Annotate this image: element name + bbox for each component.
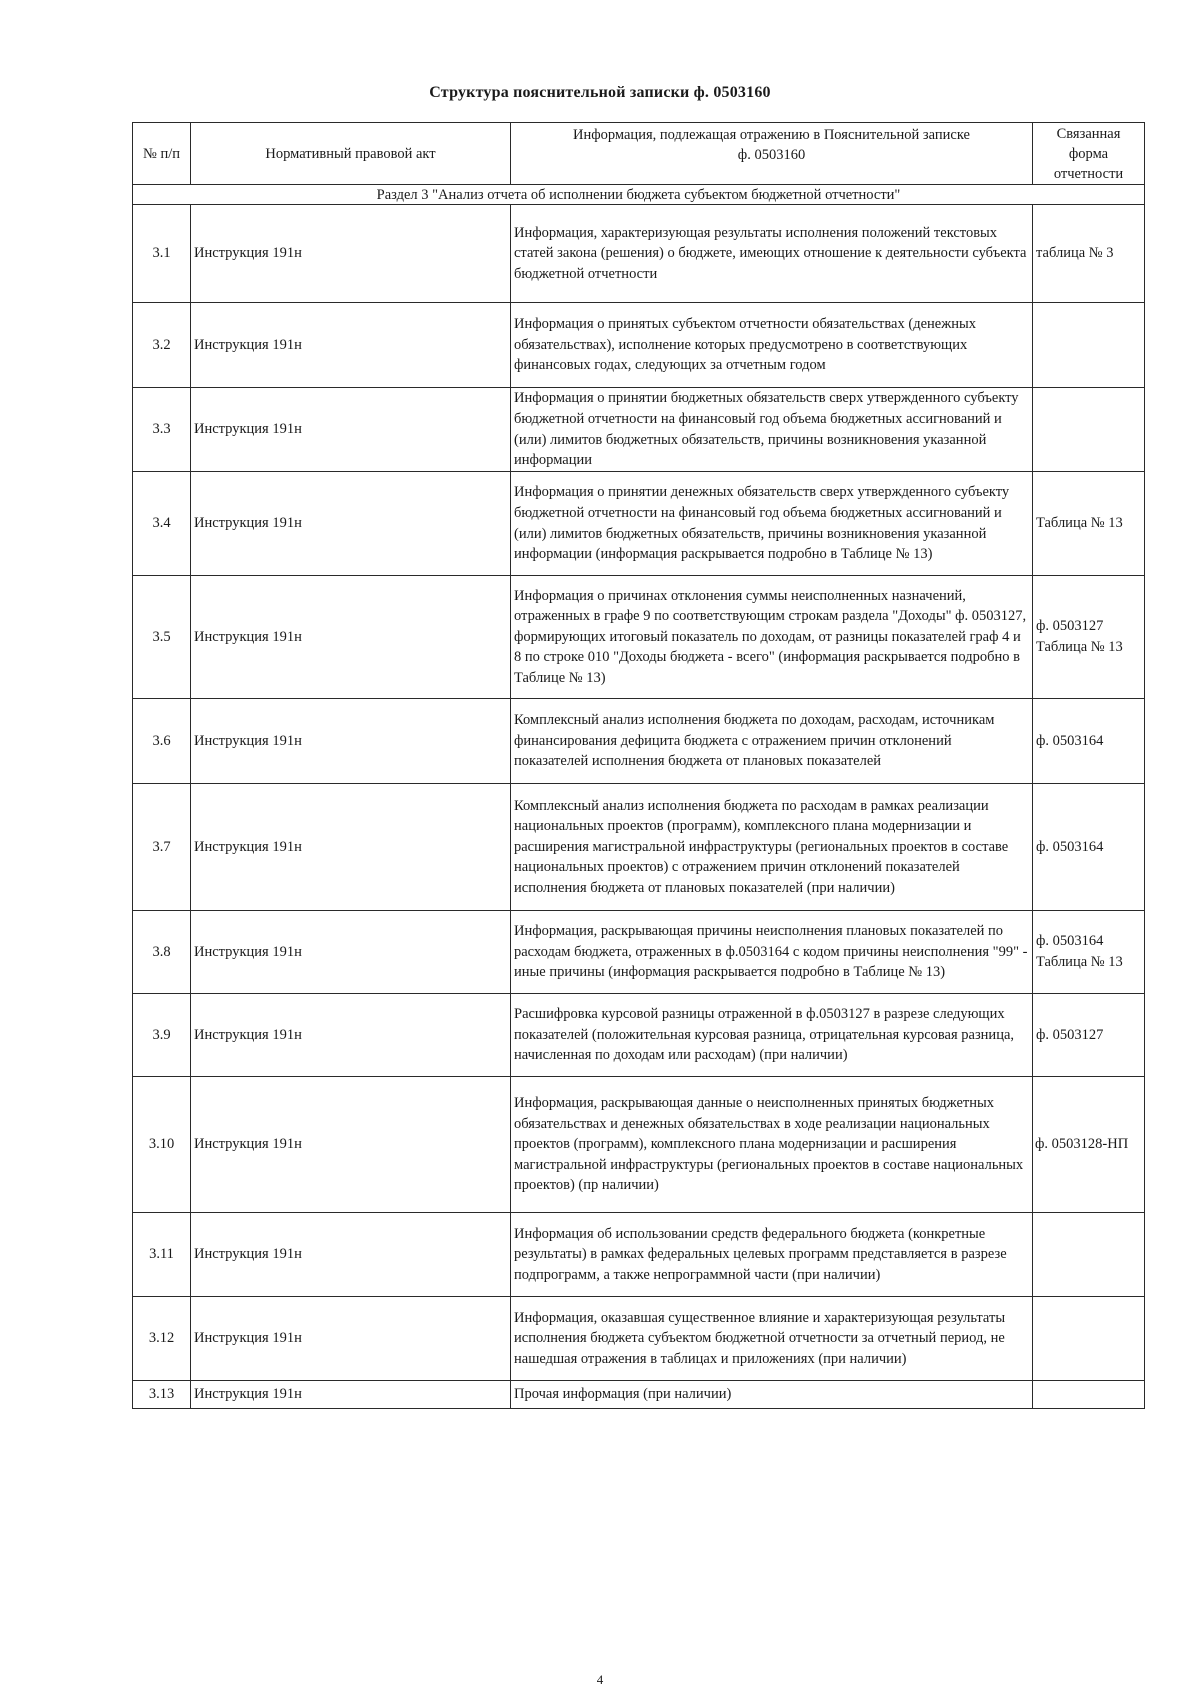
table-row [133, 472, 1145, 576]
row-num: 3.2 [133, 303, 191, 388]
table-row [133, 699, 1145, 784]
row-act: Инструкция 191н [191, 994, 511, 1077]
row-act: Инструкция 191н [191, 388, 511, 472]
row-num: 3.10 [133, 1077, 191, 1213]
header-info [511, 123, 1033, 185]
header-info-line2: ф. 0503160 [737, 147, 806, 163]
table-row [133, 576, 1145, 699]
row-form [1033, 1381, 1145, 1409]
row-num: 3.11 [133, 1213, 191, 1297]
row-info: Информация о причинах отклонения суммы неисполненных назначений, отраженных в графе 9 по соответствующим строкам раздела "Доходы" ф. 0503127, формирующих итоговый показатель по доходам, от разницы показателей граф 4 и 8 по строке 010 "Доходы бюджета - всего" (информация раскрывается подробно в Таблице № 13) [511, 576, 1033, 699]
row-form [1033, 303, 1145, 388]
row-act: Инструкция 191н [191, 699, 511, 784]
table-row [133, 1077, 1145, 1213]
table-row [133, 205, 1145, 303]
section-row [133, 185, 1145, 205]
row-info: Информация о принятых субъектом отчетности обязательствах (денежных обязательствах), исполнение которых предусмотрено в соответствующих финансовых годах, следующих за отчетным годом [511, 303, 1033, 388]
row-form: ф. 0503164 [1033, 784, 1145, 911]
table-row [133, 784, 1145, 911]
row-num: 3.13 [133, 1381, 191, 1409]
row-form [1033, 388, 1145, 472]
row-info: Расшифровка курсовой разницы отраженной в ф.0503127 в разрезе следующих показателей (положительная курсовая разница, отрицательная курсовая разница, начисленная по доходам или расходам) (при наличии) [511, 994, 1033, 1077]
row-act: Инструкция 191н [191, 1381, 511, 1409]
header-form [1033, 123, 1145, 185]
row-info: Комплексный анализ исполнения бюджета по расходам в рамках реализации национальных проектов (программ), комплексного плана модернизации и расширения магистральной инфраструктуры (региональных проектов в составе национальных проектов) с отражением причин отклонений показателей исполнения бюджета от плановых показателей (при наличии) [511, 784, 1033, 911]
header-form-line2: форма [1068, 145, 1109, 162]
header-form-line3: отчетности [1053, 165, 1124, 182]
table-row [133, 994, 1145, 1077]
row-info: Информация о принятии денежных обязательств сверх утвержденного субъекту бюджетной отчетности на финансовый год объема бюджетных ассигнований и (или) лимитов бюджетных обязательств, причины возникновения указанной информации (информация раскрывается подробно в Таблице № 13) [511, 472, 1033, 576]
table-row [133, 1381, 1145, 1409]
header-info-line1: Информация, подлежащая отражению в Пояснительной записке [573, 127, 970, 143]
row-act: Инструкция 191н [191, 1077, 511, 1213]
row-num: 3.1 [133, 205, 191, 303]
table-row [133, 1297, 1145, 1381]
row-info: Информация об использовании средств федерального бюджета (конкретные результаты) в рамках федеральных целевых программ представляется в разрезе подпрограмм, а также непрограммной части (при наличии) [511, 1213, 1033, 1297]
row-num: 3.12 [133, 1297, 191, 1381]
row-info: Информация, раскрывающая причины неисполнения плановых показателей по расходам бюджета, отраженных в ф.0503164 с кодом причины неисполнения "99" - иные причины (информация раскрывается подробно в Таблице № 13) [511, 911, 1033, 994]
row-num: 3.8 [133, 911, 191, 994]
table-row [133, 911, 1145, 994]
row-info: Информация о принятии бюджетных обязательств сверх утвержденного субъекту бюджетной отчетности на финансовый год объема бюджетных ассигнований и (или) лимитов бюджетных обязательств, причины возникновения указанной информации [511, 388, 1033, 472]
row-num: 3.6 [133, 699, 191, 784]
row-info: Информация, раскрывающая данные о неисполненных принятых бюджетных обязательствах и денежных обязательствах в ходе реализации национальных проектов (программ), комплексного плана модернизации и расширения магистральной инфраструктуры (региональных проектов в составе национальных проектов) (пр наличии) [511, 1077, 1033, 1213]
row-form: ф. 0503127 [1033, 994, 1145, 1077]
table-header-row [133, 123, 1145, 185]
row-form: ф. 0503127 Таблица № 13 [1033, 576, 1145, 699]
row-act: Инструкция 191н [191, 303, 511, 388]
row-num: 3.5 [133, 576, 191, 699]
row-form: ф. 0503128-НП [1033, 1077, 1145, 1213]
row-num: 3.4 [133, 472, 191, 576]
row-act: Инструкция 191н [191, 205, 511, 303]
row-form: ф. 0503164 [1033, 699, 1145, 784]
document-title: Структура пояснительной записки ф. 0503160 [429, 84, 771, 101]
header-form-line1: Связанная [1056, 125, 1121, 142]
row-info: Информация, оказавшая существенное влияние и характеризующая результаты исполнения бюджета субъектом бюджетной отчетности за отчетный период, не нашедшая отражения в таблицах и приложениях (при наличии) [511, 1297, 1033, 1381]
structure-table [132, 122, 1145, 1409]
row-info: Информация, характеризующая результаты исполнения положений текстовых статей закона (решения) о бюджете, имеющих отношение к деятельности субъекта бюджетной отчетности [511, 205, 1033, 303]
row-num: 3.7 [133, 784, 191, 911]
row-form: ф. 0503164 Таблица № 13 [1033, 911, 1145, 994]
row-act: Инструкция 191н [191, 784, 511, 911]
row-act: Инструкция 191н [191, 911, 511, 994]
table-row [133, 1213, 1145, 1297]
row-form: таблица № 3 [1033, 205, 1145, 303]
row-act: Инструкция 191н [191, 472, 511, 576]
section-title: Раздел 3 "Анализ отчета об исполнении бюджета субъектом бюджетной отчетности" [133, 185, 1145, 205]
row-act: Инструкция 191н [191, 1213, 511, 1297]
row-form [1033, 1297, 1145, 1381]
row-num: 3.9 [133, 994, 191, 1077]
header-act: Нормативный правовой акт [191, 123, 511, 185]
row-info: Комплексный анализ исполнения бюджета по доходам, расходам, источникам финансирования дефицита бюджета с отражением причин отклонений показателей исполнения бюджета от плановых показателей [511, 699, 1033, 784]
row-act: Инструкция 191н [191, 576, 511, 699]
table-row [133, 303, 1145, 388]
row-form: Таблица № 13 [1033, 472, 1145, 576]
table-row [133, 388, 1145, 472]
page-number: 4 [596, 1672, 604, 1687]
header-num: № п/п [133, 123, 191, 185]
row-info: Прочая информация (при наличии) [511, 1381, 1033, 1409]
row-form [1033, 1213, 1145, 1297]
row-act: Инструкция 191н [191, 1297, 511, 1381]
row-num: 3.3 [133, 388, 191, 472]
